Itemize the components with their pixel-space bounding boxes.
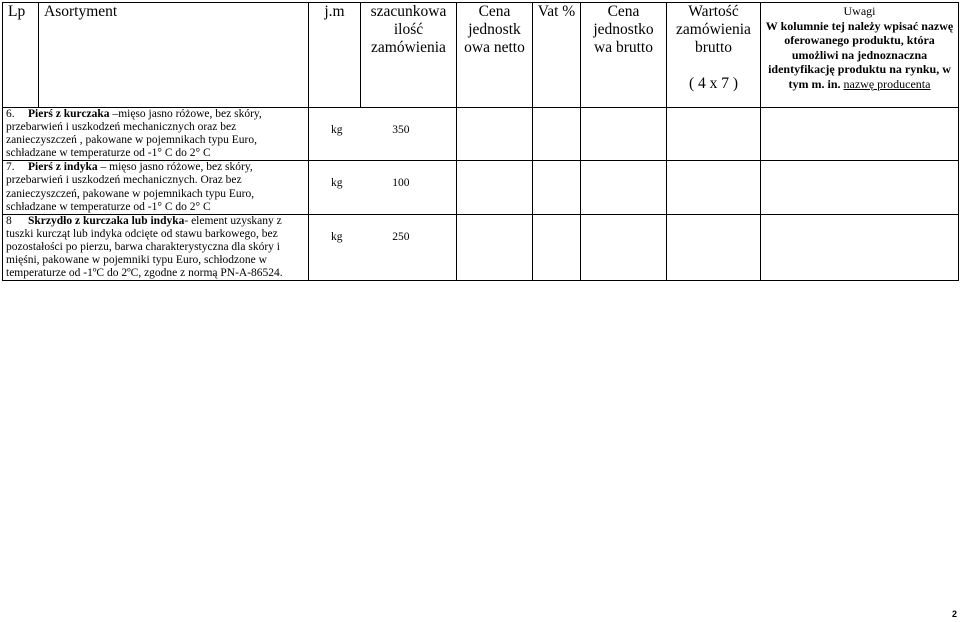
item-description	[3, 108, 309, 161]
item-cell-empty	[667, 108, 761, 161]
item-cell-empty	[761, 108, 959, 161]
item-cell-empty	[457, 214, 533, 280]
item-name: Pierś z indyka	[28, 161, 98, 174]
item-cell-empty	[667, 214, 761, 280]
header-wartosc-label: Wartość zamówienia brutto	[676, 3, 751, 56]
item-unit-qty	[309, 108, 457, 161]
item-cell-empty	[581, 161, 667, 214]
item-cell-empty	[761, 214, 959, 280]
item-description	[3, 214, 309, 280]
item-cell-empty	[457, 108, 533, 161]
item-unit: kg	[331, 230, 343, 243]
item-desc: – mięso jasno różowe, bez skóry, przebarwień i uszkodzeń mechanicznych. Oraz bez zanieczyszczeń, pakowane w pojemnikach typu Euro, schładzane w temperaturze od -1° C do 2° C	[6, 161, 255, 213]
header-wartosc-formula: ( 4 x 7 )	[688, 75, 739, 92]
header-jm: j.m	[309, 3, 361, 108]
header-asortyment: Asortyment	[39, 3, 309, 108]
header-uwagi-producer: nazwę producenta	[843, 76, 931, 91]
item-unit: kg	[331, 124, 343, 136]
item-name: Pierś z kurczaka	[28, 108, 110, 120]
header-row	[3, 3, 959, 108]
item-number: 6.	[6, 108, 15, 120]
header-wartosc	[667, 3, 761, 108]
page-number: 2	[951, 609, 957, 619]
header-cena-brutto: Cena jednostko wa brutto	[581, 3, 667, 108]
header-lp: Lp	[3, 3, 39, 108]
item-qty: 250	[392, 230, 410, 243]
item-description	[3, 161, 309, 214]
order-form-table	[2, 2, 959, 281]
item-cell-empty	[761, 161, 959, 214]
item-cell-empty	[533, 108, 581, 161]
table-row	[3, 161, 959, 214]
item-unit-qty	[309, 161, 457, 214]
item-number: 8	[6, 214, 12, 227]
item-cell-empty	[667, 161, 761, 214]
item-cell-empty	[533, 214, 581, 280]
header-ilosc: szacunkowa ilość zamówienia	[361, 3, 457, 108]
item-cell-empty	[533, 161, 581, 214]
header-cena-netto: Cena jednostk owa netto	[457, 3, 533, 108]
item-qty: 350	[392, 124, 410, 136]
table-row	[3, 108, 959, 161]
header-uwagi-title: Uwagi	[843, 4, 876, 18]
item-qty: 100	[392, 177, 410, 190]
item-name: Skrzydło z kurczaka lub indyka	[28, 214, 185, 227]
item-number: 7.	[6, 161, 15, 174]
item-cell-empty	[581, 108, 667, 161]
item-cell-empty	[457, 161, 533, 214]
table-row	[3, 214, 959, 280]
header-vat: Vat %	[533, 3, 581, 108]
header-uwagi	[761, 3, 959, 108]
item-unit-qty	[309, 214, 457, 280]
header-uwagi-text: W kolumnie tej należy wpisać nazwę oferowanego produktu, która umożliwi na jednoznaczna identyfikację produktu na rynku, w tym m. in.	[765, 18, 954, 91]
item-cell-empty	[581, 214, 667, 280]
item-desc: - element uzyskany z tuszki kurcząt lub indyka odcięte od stawu barkowego, bez pozostałości po pierzu, barwa charakterystyczna dla skóry i mięśni, pakowane w pojemniki typu Euro, schłodzone w temperaturze od -1ºC do 2ºC, zgodne z normą PN-A-86524.	[6, 214, 283, 280]
item-unit: kg	[331, 177, 343, 190]
item-desc: –mięso jasno różowe, bez skóry, przebarwień i uszkodzeń mechanicznych oraz bez zanieczyszczeń , pakowane w pojemnikach typu Euro, schładzane w temperaturze od -1° C do 2° C	[6, 108, 262, 160]
